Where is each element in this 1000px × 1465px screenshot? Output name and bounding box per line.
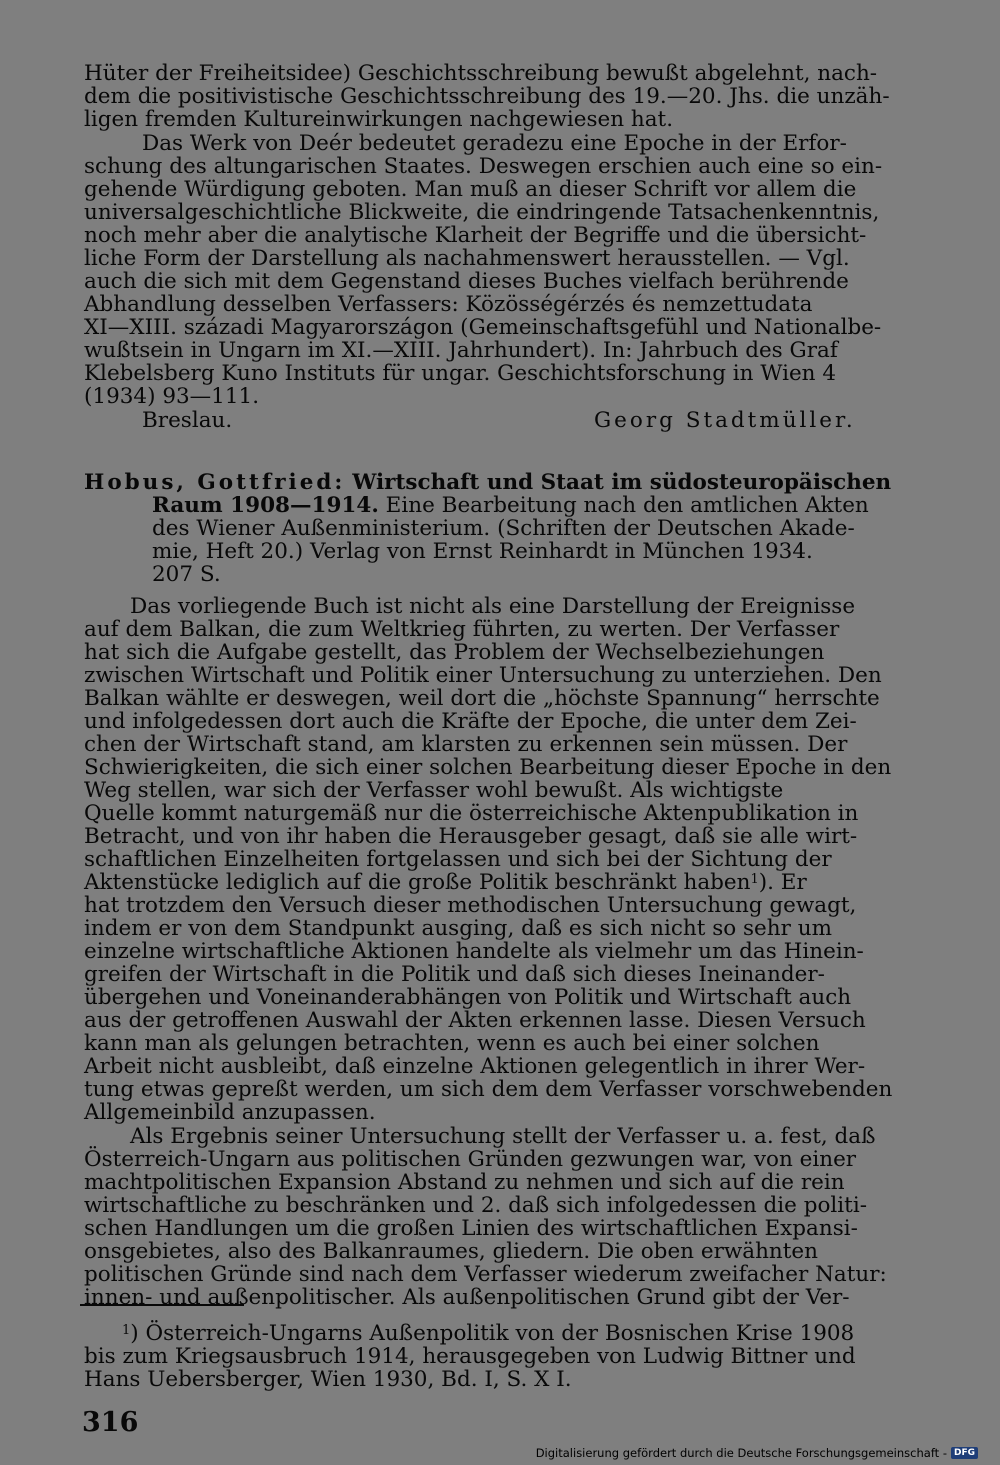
review-place: Breslau. xyxy=(142,408,233,433)
text-line: onsgebietes, also des Balkanraumes, gliedern. Die oben erwähnten xyxy=(84,1239,818,1264)
text-line: (1934) 93—111. xyxy=(84,384,260,409)
text-line: wußtsein in Ungarn im XI.—XIII. Jahrhundert). In: Jahrbuch des Graf xyxy=(84,338,838,363)
text-line: Weg stellen, war sich der Verfasser wohl bewußt. Als wichtigste xyxy=(84,778,784,803)
text-line: schung des altungarischen Staates. Deswegen erschien auch eine so ein- xyxy=(84,154,883,179)
digitization-footer xyxy=(536,1446,978,1460)
text-line: hat sich die Aufgabe gestellt, das Problem der Wechselbeziehungen xyxy=(84,640,825,665)
text-line: und infolgedessen dort auch die Kräfte der Epoche, die unter dem Zei- xyxy=(84,709,857,734)
text-line: Balkan wählte er deswegen, weil dort die „höchste Spannung“ herrschte xyxy=(84,686,880,711)
text-line: gehende Würdigung geboten. Man muß an dieser Schrift vor allem die xyxy=(84,177,857,202)
footer-text: Digitalisierung gefördert durch die Deutsche Forschungsgemeinschaft - xyxy=(535,1446,947,1460)
text-line: indem er von dem Standpunkt ausging, daß es sich nicht so sehr um xyxy=(84,916,832,941)
text-line: schen Handlungen um die großen Linien des wirtschaftlichen Expansi- xyxy=(84,1216,858,1241)
book-description: mie, Heft 20.) Verlag von Ernst Reinhardt in München 1934. xyxy=(152,539,813,564)
text-line: Betracht, und von ihr haben die Herausgeber gesagt, daß sie alle wirt- xyxy=(84,824,858,849)
text-line: Hüter der Freiheitsidee) Geschichtsschreibung bewußt abgelehnt, nach- xyxy=(84,61,878,86)
text-line: übergehen und Voneinanderabhängen von Politik und Wirtschaft auch xyxy=(84,985,852,1010)
text-line: Arbeit nicht ausbleibt, daß einzelne Aktionen gelegentlich in ihrer Wer- xyxy=(84,1054,866,1079)
text-line: schaftlichen Einzelheiten fortgelassen und sich bei der Sichtung der xyxy=(84,847,832,872)
text-line: auf dem Balkan, die zum Weltkrieg führten, zu werten. Der Verfasser xyxy=(84,617,840,642)
text-line: machtpolitischen Expansion Abstand zu nehmen und sich auf die rein xyxy=(84,1170,845,1195)
footnote-reference: 1 xyxy=(750,872,759,887)
text-line: kann man als gelungen betrachten, wenn es auch bei einer solchen xyxy=(84,1031,820,1056)
text-line: hat trotzdem den Versuch dieser methodischen Untersuchung gewagt, xyxy=(84,893,857,918)
book-pages: 207 S. xyxy=(152,562,221,587)
footnote-line: bis zum Kriegsausbruch 1914, herausgegeben von Ludwig Bittner und xyxy=(84,1344,856,1369)
text-line: chen der Wirtschaft stand, am klarsten zu erkennen sein müssen. Der xyxy=(84,732,848,757)
text-line: auch die sich mit dem Gegenstand dieses Buches vielfach berührende xyxy=(84,269,849,294)
book-title: Raum 1908—1914. xyxy=(152,493,379,518)
text-line: greifen der Wirtschaft in die Politik und daß sich dieses Ineinander- xyxy=(84,962,825,987)
text-line: tung etwas gepreßt werden, um sich dem dem Verfasser vorschwebenden xyxy=(84,1077,893,1102)
book-description: des Wiener Außenministerium. (Schriften der Deutschen Akade- xyxy=(152,516,855,541)
footnote-text: ) Österreich-Ungarns Außenpolitik von der Bosnischen Krise 1908 xyxy=(130,1321,855,1346)
text-line: politischen Gründe sind nach dem Verfasser wiederum zweifacher Natur: xyxy=(84,1262,887,1287)
footnote-marker: 1 xyxy=(122,1323,131,1338)
footnote-divider xyxy=(80,1304,244,1306)
text-line: aus der getroffenen Auswahl der Akten erkennen lasse. Diesen Versuch xyxy=(84,1008,866,1033)
text-line: Schwierigkeiten, die sich einer solchen Bearbeitung dieser Epoche in den xyxy=(84,755,892,780)
text-line: XI—XIII. századi Magyarországon (Gemeinschaftsgefühl und Nationalbe- xyxy=(84,315,882,340)
page-number: 316 xyxy=(82,1407,139,1438)
book-title: Wirtschaft und Staat im südosteuropäischen xyxy=(352,470,892,495)
text-segment: ). Er xyxy=(758,870,807,895)
footnote-line: Hans Uebersberger, Wien 1930, Bd. I, S. X I. xyxy=(84,1367,572,1392)
book-description: Eine Bearbeitung nach den amtlichen Akten xyxy=(385,493,869,518)
text-line: innen- und außenpolitischer. Als außenpolitischen Grund gibt der Ver- xyxy=(84,1285,850,1310)
text-line: Österreich-Ungarn aus politischen Gründen gezwungen war, von einer xyxy=(84,1147,857,1172)
text-line: Als Ergebnis seiner Untersuchung stellt der Verfasser u. a. fest, daß xyxy=(130,1124,876,1149)
text-line xyxy=(84,871,807,894)
review-heading xyxy=(84,471,891,494)
text-line: dem die positivistische Geschichtsschreibung des 19.—20. Jhs. die unzäh- xyxy=(84,84,890,109)
text-line: Abhandlung desselben Verfassers: Közösségérzés és nemzettudata xyxy=(84,292,813,317)
text-line: Allgemeinbild anzupassen. xyxy=(84,1100,376,1125)
text-line: einzelne wirtschaftliche Aktionen handelte als vielmehr um das Hinein- xyxy=(84,939,864,964)
reviewer-name: Georg Stadtmüller. xyxy=(594,408,856,433)
book-author: Hobus, Gottfried: xyxy=(84,470,346,495)
text-line: ligen fremden Kultureinwirkungen nachgewiesen hat. xyxy=(84,107,674,132)
text-line: wirtschaftliche zu beschränken und 2. daß sich infolgedessen die politi- xyxy=(84,1193,867,1218)
text-line: Das Werk von Deér bedeutet geradezu eine Epoche in der Erfor- xyxy=(142,131,847,156)
text-line: noch mehr aber die analytische Klarheit der Begriffe und die übersicht- xyxy=(84,223,867,248)
text-line: Das vorliegende Buch ist nicht als eine Darstellung der Ereignisse xyxy=(130,594,856,619)
text-line: liche Form der Darstellung als nachahmenswert herausstellen. — Vgl. xyxy=(84,246,850,271)
text-line: zwischen Wirtschaft und Politik einer Untersuchung zu unterziehen. Den xyxy=(84,663,882,688)
footnote-line xyxy=(122,1322,854,1345)
text-line: Quelle kommt naturgemäß nur die österreichische Aktenpublikation in xyxy=(84,801,859,826)
review-heading xyxy=(152,494,869,517)
text-line: Klebelsberg Kuno Instituts für ungar. Geschichtsforschung in Wien 4 xyxy=(84,361,837,386)
text-segment: Aktenstücke lediglich auf die große Politik beschränkt haben xyxy=(84,870,751,895)
text-line: universalgeschichtliche Blickweite, die eindringende Tatsachenkenntnis, xyxy=(84,200,880,225)
dfg-logo-icon: DFG xyxy=(951,1447,978,1459)
